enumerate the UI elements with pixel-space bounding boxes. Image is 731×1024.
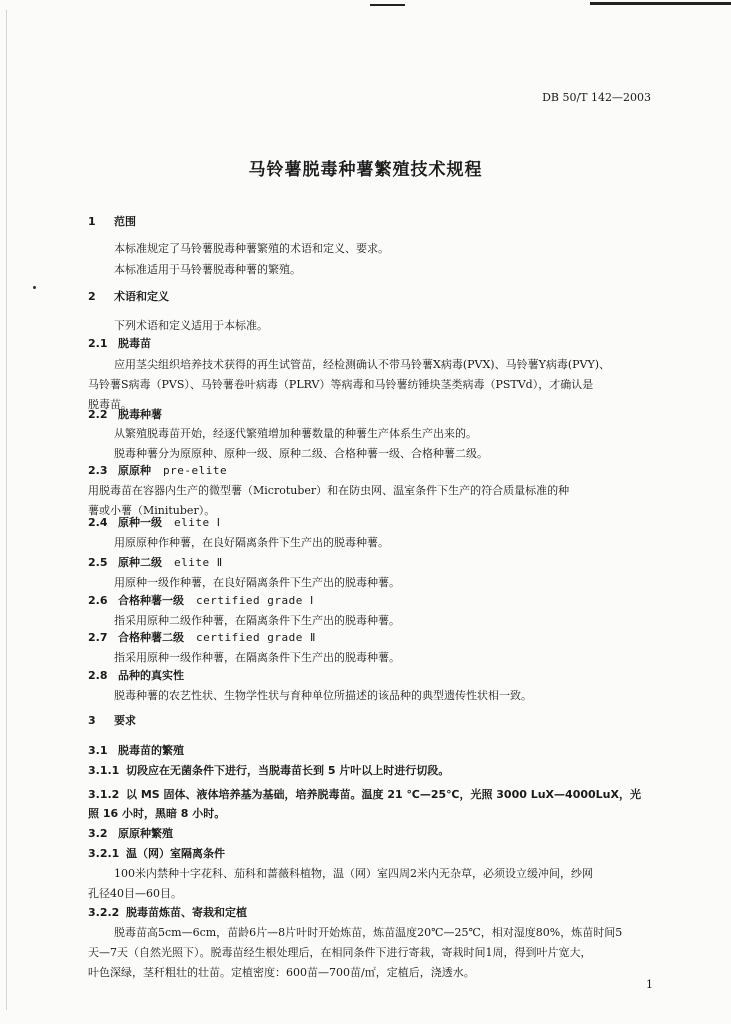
paragraph: 脱毒种薯分为原原种、原种一级、原种二级、合格种薯一级、合格种薯二级。	[114, 447, 488, 460]
req-3-1-1: 3.1.1 切段应在无菌条件下进行，当脱毒苗长到 5 片叶以上时进行切段。	[88, 764, 450, 777]
term-2-6-heading: 2.6 合格种薯一级 certified grade Ⅰ	[88, 594, 314, 607]
term-2-3-heading: 2.3 原原种 pre-elite	[88, 464, 228, 477]
req-3-2-heading: 3.2 原原种繁殖	[88, 827, 173, 840]
paragraph: 脱毒苗高5cm—6cm，苗龄6片—8片叶时开始炼苗，炼苗温度20℃—25℃，相对湿度80%，炼苗时间5	[114, 926, 623, 939]
term-2-5-heading: 2.5 原种二级 elite Ⅱ	[88, 556, 223, 569]
paragraph: 天—7天（自然光照下）。脱毒苗经生根处理后，在相同条件下进行寄栽，寄栽时间1周，得到叶片宽大，	[88, 946, 592, 959]
req-3-2-2-heading: 3.2.2 脱毒苗炼苗、寄栽和定植	[88, 906, 247, 919]
document-code: DB 50/T 142—2003	[542, 91, 651, 104]
term-2-1-heading: 2.1 脱毒苗	[88, 337, 151, 350]
paragraph: 从繁殖脱毒苗开始，经逐代繁殖增加种薯数量的种薯生产体系生产出来的。	[114, 427, 477, 440]
scan-speck	[33, 286, 36, 289]
paragraph: 用原原种作种薯，在良好隔离条件下生产出的脱毒种薯。	[114, 536, 389, 549]
section-1-heading: 1 范围	[88, 215, 136, 228]
scan-artifact-top	[0, 0, 731, 8]
term-2-7-heading: 2.7 合格种薯二级 certified grade Ⅱ	[88, 631, 316, 644]
paragraph: 指采用原种二级作种薯，在隔离条件下生产出的脱毒种薯。	[114, 614, 400, 627]
section-3-heading: 3 要求	[88, 714, 136, 727]
req-3-1-heading: 3.1 脱毒苗的繁殖	[88, 744, 184, 757]
paragraph: 马铃薯S病毒（PVS）、马铃薯卷叶病毒（PLRV）等病毒和马铃薯纺锤块茎类病毒（PSTVd），才确认是	[88, 378, 594, 391]
term-2-4-heading: 2.4 原种一级 elite Ⅰ	[88, 516, 221, 529]
paragraph: 脱毒种薯的农艺性状、生物学性状与育种单位所描述的该品种的典型遗传性状相一致。	[114, 689, 532, 702]
req-3-1-2-cont: 照 16 小时，黑暗 8 小时。	[88, 807, 226, 820]
req-3-2-1-heading: 3.2.1 温（网）室隔离条件	[88, 847, 225, 860]
paragraph: 用脱毒苗在容器内生产的微型薯（Microtuber）和在防虫网、温室条件下生产的符合质量标准的种	[88, 484, 570, 497]
paragraph: 本标准规定了马铃薯脱毒种薯繁殖的术语和定义、要求。	[114, 242, 389, 255]
paragraph: 用原种一级作种薯，在良好隔离条件下生产出的脱毒种薯。	[114, 576, 400, 589]
paragraph: 本标准适用于马铃薯脱毒种薯的繁殖。	[114, 263, 301, 276]
page-number: 1	[646, 978, 653, 991]
paragraph: 叶色深绿，茎秆粗壮的壮苗。定植密度：600苗—700苗/㎡，定植后，浇透水。	[88, 966, 475, 979]
paragraph: 应用茎尖组织培养技术获得的再生试管苗，经检测确认不带马铃薯X病毒(PVX)、马铃薯Y病毒(PVY)、	[114, 358, 611, 371]
req-3-1-2: 3.1.2 以 MS 固体、液体培养基为基础，培养脱毒苗。温度 21 ℃—25℃，光照 3000 LuX—4000LuX，光	[88, 788, 641, 801]
document-title: 马铃薯脱毒种薯繁殖技术规程	[248, 160, 483, 180]
paragraph: 脱毒苗。	[88, 398, 132, 411]
paragraph: 100米内禁种十字花科、茄科和蔷薇科植物，温（网）室四周2米内无杂草，必须设立缓冲间，纱网	[114, 867, 593, 880]
paragraph: 薯或小薯（Minituber）。	[88, 504, 216, 517]
paragraph: 孔径40目—60目。	[88, 887, 182, 900]
term-2-8-heading: 2.8 品种的真实性	[88, 669, 184, 682]
term-2-2-heading: 2.2 脱毒种薯	[88, 408, 162, 421]
paragraph: 下列术语和定义适用于本标准。	[114, 319, 268, 332]
section-2-heading: 2 术语和定义	[88, 290, 169, 303]
paragraph: 指采用原种一级作种薯，在隔离条件下生产出的脱毒种薯。	[114, 651, 400, 664]
